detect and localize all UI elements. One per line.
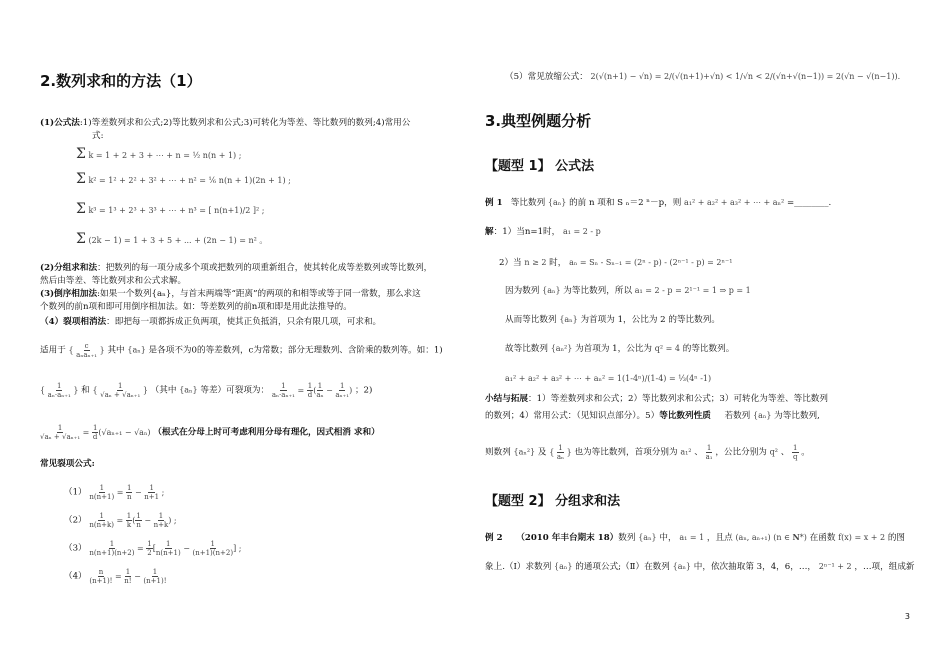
split-formula-4: （4） $\frac{n}{(n+1)!}$ = $\frac{1}{n!}$ − $\frac{1}{(n+1)!}$ — [64, 568, 167, 585]
solution-step-1: 解：1）当n=1时， a₁ = 2 - p — [485, 227, 601, 237]
formula-sum-k2: Σ k² = 1² + 2² + 3² + ⋯ + n² = ⅙ n(n + 1)(2n + 1) ; — [76, 171, 291, 187]
split-formula-1: （1） $\frac{1}{n(n+1)}$ = $\frac{1}{n}$ − $\frac{1}{n+1}$ ; — [64, 484, 165, 501]
paragraph-cont: 然后由等差、等比数列求和公式求解。 — [40, 276, 187, 286]
paragraph-split: { $\frac{1}{\text{aₙ·aₙ₊₁}}$ } 和 { $\frac{1}{\text{√aₙ + √aₙ₊₁}}$ } （其中 {aₙ} 等差）可裂项为： $\frac{1}{\text{aₙ·aₙ₊₁}}$ = $\frac{1}{d}$ ( $\frac{1}{\text{aₙ}}$ − $\frac{1}{\text{aₙ₊₁}}$ ) ；2) — [40, 382, 373, 399]
summary-line-1: 小结与拓展：1）等差数列求和公式；2）等比数列求和公式；3）可转化为等差、等比数列 — [485, 394, 828, 404]
solution-step-5: 故等比数列 {aₙ²} 为首项为 1，公比为 q² = 4 的等比数列。 — [505, 344, 735, 354]
topic-1-heading: 【题型 1】 公式法 — [485, 159, 595, 174]
paragraph-telescoping-method: （4）裂项相消法：即把每一项都拆成正负两项，使其正负抵消，只余有限几项，可求和。 — [40, 317, 382, 327]
summary-line-3: 则数列 {aₙ²} 及 { $\frac{1}{\text{aₙ}}$ } 也为等比数列，首项分别为 a₁² 、 $\frac{1}{\text{a₁}}$ ，公比分别为 q² 、 $\frac{1}{q}$ 。 — [485, 444, 810, 461]
paragraph-cont: 个数列的前n项和即可用倒序相加法。如：等差数列的前n项和即是用此法推导的。 — [40, 302, 352, 312]
formula-sum-k: Σ k = 1 + 2 + 3 + ⋯ + n = ½ n(n + 1) ; — [76, 146, 242, 162]
solution-step-4: 从而等比数列 {aₙ} 为首项为 1，公比为 2 的等比数列。 — [505, 315, 720, 325]
paragraph-reverse-method: (3)倒序相加法:如果一个数列{aₙ}，与首末两端等“距离”的两项的和相等或等于同一常数，那么求这 — [40, 289, 421, 299]
paragraph-group-method: (2)分组求和法：把数列的每一项分成多个项或把数列的项重新组合，使其转化成等差数列或等比数列， — [40, 263, 433, 273]
section-title: 3.典型例题分析 — [485, 112, 592, 130]
example-1: 例 1 等比数列 {aₙ} 的前 n 项和 S ₙ＝2 ⁿ－p，则 a₁² + a₂² + a₃² + ⋯ + aₙ² =________. — [485, 198, 832, 208]
solution-step-2: 2）当 n ≥ 2 时， aₙ = Sₙ - Sₙ₋₁ = (2ⁿ - p) - (2ⁿ⁻¹ - p) = 2ⁿ⁻¹ — [499, 258, 733, 268]
paragraph-applicable: 适用于 { c aₙaₙ₊₁ } 其中 {aₙ} 是各项不为0的等差数列，c为常数；部分无理数列、含阶乘的数列等。如：1) — [40, 342, 443, 359]
split-formula-3: （3） $\frac{1}{n(n+1)(n+2)}$ = $\frac{1}{2}$ [ $\frac{1}{n(n+1)}$ − $\frac{1}{(n+1)(n+2)}$ ] ; — [64, 540, 242, 557]
solution-step-6: a₁² + a₂² + a₃² + ⋯ + aₙ² = 1(1-4ⁿ)/(1-4) = ⅓(4ⁿ -1) — [505, 374, 712, 383]
common-split-title: 常见裂项公式: — [40, 459, 95, 469]
split-formula-2: （2） $\frac{1}{n(n+k)}$ = $\frac{1}{k}$ ( $\frac{1}{n}$ − $\frac{1}{n+k}$ ) ; — [64, 512, 177, 529]
section-title: 2.数列求和的方法（1） — [40, 72, 202, 90]
formula-sum-k3: Σ k³ = 1³ + 2³ + 3³ + ⋯ + n³ = [ n(n+1)/2 ]² ; — [76, 201, 265, 217]
paragraph-cont: 式: — [92, 131, 104, 141]
summary-line-2: 的数列；4）常用公式：（见知识点部分）。5）等比数列性质 若数列 {aₙ} 为等比数列, — [485, 411, 820, 421]
solution-step-3: 因为数列 {aₙ} 为等比数列，所以 a₁ = 2 - p = 2¹⁻¹ = 1 ⇒ p = 1 — [505, 286, 751, 296]
formula-sum-odd: Σ (2k − 1) = 1 + 3 + 5 + ... + (2n − 1) = n² 。 — [76, 231, 268, 247]
paragraph-formula-method: (1)公式法:1)等差数列求和公式;2)等比数列求和公式;3)可转化为等差、等比数列的数列;4)常用公 — [40, 118, 411, 128]
page-number: 3 — [904, 612, 910, 621]
topic-2-heading: 【题型 2】 分组求和法 — [485, 494, 621, 509]
example-2-line-2: 象上.（Ⅰ）求数列 {aₙ} 的通项公式;（Ⅱ）在数列 {aₙ} 中，依次抽取第 3，4，6，…， 2ⁿ⁻¹ + 2 ，…项，组成新 — [485, 562, 915, 572]
paragraph-root: $\frac{1}{\text{√aₙ + √aₙ₊₁}}$ = $\frac{1}{d}$ (√aₙ₊₁ − √aₙ) （根式在分母上时可考虑利用分母有理化，因式相消 求和） — [40, 424, 380, 441]
scaling-formula: （5）常见放缩公式： 2(√(n+1) − √n) = 2/(√(n+1)+√n) < 1/√n < 2/(√n+√(n−1)) = 2(√n − √(n−1)). — [505, 72, 901, 82]
example-2-line-1: 例 2 （2010 年丰台期末 18）数列 {aₙ} 中， a₁ = 1 ，且点 (aₙ, aₙ₊₁) (n ∈ N*) 在函数 f(x) = x + 2 的图 — [485, 532, 906, 543]
